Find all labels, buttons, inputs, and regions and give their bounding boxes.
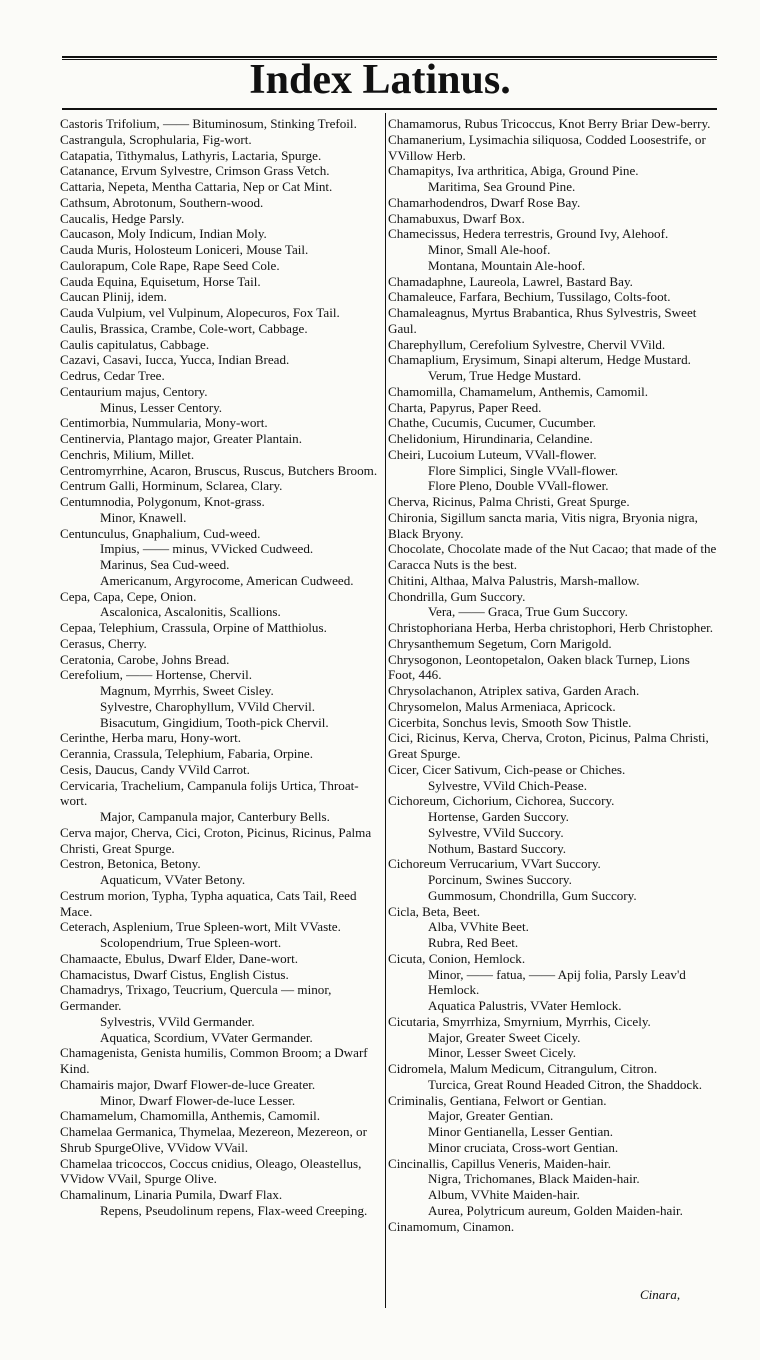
index-entry: Charta, Papyrus, Paper Reed. (388, 399, 542, 415)
index-entry: Chelidonium, Hirundinaria, Celandine. (388, 431, 593, 446)
title-rule (62, 108, 717, 110)
index-entry: Cauda Muris, Holosteum Loniceri, Mouse Tail. (60, 242, 309, 257)
catchword: Cinara, (640, 1287, 681, 1302)
index-entry: Bisacutum, Gingidium, Tooth-pick Chervil. (100, 714, 329, 730)
index-entry: Ceterach, Asplenium, True Spleen-wort, Milt VVaste. (60, 919, 341, 935)
index-entry: Centinervia, Plantago major, Greater Plantain. (60, 431, 302, 446)
index-entry: Cervicaria, Trachelium, Campanula folijs Urtica, Throat-wort. (60, 777, 359, 809)
index-entry: Porcinum, Swines Succory. (428, 872, 572, 887)
index-entry: Chironia, Sigillum sancta maria, Vitis nigra, Bryonia nigra, Black Bryony. (388, 509, 698, 541)
index-entry: Cepa, Capa, Cepe, Onion. (60, 588, 197, 604)
index-entry: Castoris Trifolium, —— Bituminosum, Stinking Trefoil. (60, 116, 357, 131)
index-entry: Cichoreum Verrucarium, VVart Succory. (388, 856, 601, 872)
index-entry: Chamaleagnus, Myrtus Brabantica, Rhus Sylvestris, Sweet Gaul. (388, 305, 697, 336)
index-entry: Ascalonica, Ascalonitis, Scallions. (100, 604, 281, 620)
index-entry: Cesis, Daucus, Candy VVild Carrot. (60, 761, 250, 777)
column-divider (385, 113, 386, 1308)
index-entry: Aurea, Polytricum aureum, Golden Maiden-hair. (428, 1202, 683, 1218)
index-entry: Marinus, Sea Cud-weed. (100, 557, 230, 572)
index-entry: Cheiri, Lucoium Luteum, VVall-flower. (388, 446, 597, 462)
index-entry: Cidromela, Malum Medicum, Citrangulum, Citron. (388, 1061, 658, 1076)
index-entry: Turcica, Great Round Headed Citron, the Shaddock. (428, 1076, 703, 1092)
index-entry: Flore Simplici, Single VVall-flower. (428, 462, 618, 478)
index-entry: Cichoreum, Cichorium, Cichorea, Succory. (388, 793, 615, 809)
index-entry: Minor, Small Ale-hoof. (428, 242, 551, 257)
page-title: Index Latinus. (249, 57, 511, 103)
index-entry: Cerva major, Cherva, Cici, Croton, Picinus, Ricinus, Palma Christi, Great Spurge. (60, 824, 372, 856)
index-entry: Chamairis major, Dwarf Flower-de-luce Greater. (60, 1076, 316, 1092)
index-entry: Centumnodia, Polygonum, Knot-grass. (60, 494, 265, 509)
index-entry: Minor, Dwarf Flower-de-luce Lesser. (100, 1092, 296, 1108)
index-entry: Chamabuxus, Dwarf Box. (388, 210, 525, 226)
index-entry: Castrangula, Scrophularia, Fig-wort. (60, 131, 252, 147)
index-entry: Cerasus, Cherry. (60, 635, 147, 651)
index-entry: Chrysogonon, Leontopetalon, Oaken black Turnep, Lions Foot, 446. (388, 651, 690, 683)
index-entry: Caulis, Brassica, Crambe, Cole-wort, Cabbage. (60, 320, 308, 336)
index-entry: Chamaplium, Erysimum, Sinapi alterum, Hedge Mustard. (388, 352, 691, 368)
index-entry: Scolopendrium, True Spleen-wort. (100, 935, 282, 950)
index-entry: Cedrus, Cedar Tree. (60, 368, 165, 383)
index-entry: Minus, Lesser Centory. (100, 399, 223, 415)
index-entry: Cauda Vulpium, vel Vulpinum, Alopecuros, Fox Tail. (60, 305, 340, 320)
index-entry: Cerinthe, Herba maru, Hony-wort. (60, 730, 242, 746)
index-entry: Cinamomum, Cinamon. (388, 1218, 515, 1234)
index-entry: Cerefolium, —— Hortense, Chervil. (60, 667, 253, 683)
index-entry: Chrysomelon, Malus Armeniaca, Apricock. (388, 698, 616, 714)
index-entry: Americanum, Argyrocome, American Cudweed. (100, 572, 354, 588)
index-entry: Nothum, Bastard Succory. (428, 840, 567, 856)
index-entry: Alba, VVhite Beet. (428, 919, 529, 935)
index-entry: Chondrilla, Gum Succory. (388, 588, 526, 604)
index-entry: Chamarhodendros, Dwarf Rose Bay. (388, 194, 581, 210)
index-entry: Hortense, Garden Succory. (428, 809, 569, 824)
index-entry: Centunculus, Gnaphalium, Cud-weed. (60, 525, 261, 541)
index-entry: Chitini, Althaa, Malva Palustris, Marsh-mallow. (388, 572, 640, 588)
index-entry: Cauda Equina, Equisetum, Horse Tail. (60, 273, 261, 289)
index-entry: Rubra, Red Beet. (428, 935, 519, 950)
index-entry: Cici, Ricinus, Kerva, Cherva, Croton, Picinus, Palma Christi, Great Spurge. (388, 730, 709, 761)
index-entry: Gummosum, Chondrilla, Gum Succory. (428, 887, 637, 903)
index-entry: Impius, —— minus, VVicked Cudweed. (100, 541, 314, 557)
index-entry: Cepaa, Telephium, Crassula, Orpine of Matthiolus. (60, 620, 327, 635)
index-entry: Chamelaa tricoccos, Coccus cnidius, Oleago, Oleastellus, VVidow VVail, Spurge Olive. (60, 1155, 362, 1187)
index-entry: Chrysanthemum Segetum, Corn Marigold. (388, 635, 612, 651)
index-entry: Cattaria, Nepeta, Mentha Cattaria, Nep or Cat Mint. (60, 179, 333, 194)
index-entry: Cherva, Ricinus, Palma Christi, Great Spurge. (388, 494, 630, 509)
index-entry: Caucalis, Hedge Parsly. (60, 210, 185, 226)
index-entry: Chamadrys, Trixago, Teucrium, Quercula — minor, Germander. (60, 982, 332, 1013)
index-entry: Cathsum, Abrotonum, Southern-wood. (60, 194, 264, 210)
index-entry: Sylvestre, VVild Succory. (428, 824, 564, 840)
index-entry: Cicla, Beta, Beet. (388, 903, 480, 919)
left-column (60, 116, 378, 1219)
index-entry: Caulorapum, Cole Rape, Rape Seed Cole. (60, 257, 280, 273)
index-entry: Chamamorus, Rubus Tricoccus, Knot Berry Briar Dew-berry. (388, 116, 711, 131)
right-column (388, 116, 718, 1234)
index-entry: Chamecissus, Hedera terrestris, Ground Ivy, Alehoof. (388, 226, 669, 242)
index-entry: Montana, Mountain Ale-hoof. (428, 257, 586, 273)
index-entry: Cicer, Cicer Sativum, Cich-pease or Chiches. (388, 761, 626, 777)
index-entry: Cenchris, Milium, Millet. (60, 446, 195, 462)
index-entry: Chamanerium, Lysimachia siliquosa, Codded Loosestrife, or VVillow Herb. (388, 131, 706, 163)
index-entry: Album, VVhite Maiden-hair. (428, 1187, 580, 1202)
index-entry: Major, Greater Sweet Cicely. (428, 1029, 581, 1045)
index-entry: Major, Campanula major, Canterbury Bells. (100, 809, 330, 824)
index-entry: Criminalis, Gentiana, Felwort or Gentian. (388, 1092, 607, 1108)
index-entry: Chamagenista, Genista humilis, Common Broom; a Dwarf Kind. (60, 1045, 368, 1076)
index-entry: Magnum, Myrrhis, Sweet Cisley. (100, 683, 274, 698)
index-entry: Cerannia, Crassula, Telephium, Fabaria, Orpine. (60, 746, 314, 761)
index-entry: Centromyrrhine, Acaron, Bruscus, Ruscus, Butchers Broom. (60, 462, 378, 478)
index-entry: Nigra, Trichomanes, Black Maiden-hair. (428, 1171, 640, 1187)
index-entry: Sylvestre, Charophyllum, VVild Chervil. (100, 698, 316, 714)
index-entry: Charephyllum, Cerefolium Sylvestre, Chervil VVild. (388, 336, 666, 352)
index-entry: Cicuta, Conion, Hemlock. (388, 950, 526, 966)
index-entry: Chamalinum, Linaria Pumila, Dwarf Flax. (60, 1187, 283, 1202)
index-entry: Minor Gentianella, Lesser Gentian. (428, 1124, 614, 1139)
index-entry: Cestrum morion, Typha, Typha aquatica, Cats Tail, Reed Mace. (60, 887, 357, 919)
index-entry: Chamaacte, Ebulus, Dwarf Elder, Dane-wort. (60, 950, 298, 966)
index-entry: Centimorbia, Nummularia, Mony-wort. (60, 415, 268, 431)
index-entry: Cicutaria, Smyrrhiza, Smyrnium, Myrrhis, Cicely. (388, 1013, 651, 1029)
index-entry: Christophoriana Herba, Herba christophori, Herb Christopher. (388, 620, 714, 635)
index-entry: Minor, —— fatua, —— Apij folia, Parsly Leav'd Hemlock. (428, 966, 686, 998)
index-entry: Ceratonia, Carobe, Johns Bread. (60, 651, 230, 667)
index-entry: Sylvestris, VVild Germander. (100, 1013, 255, 1029)
index-entry: Aquatica, Scordium, VVater Germander. (100, 1029, 313, 1045)
index-entry: Centaurium majus, Centory. (60, 383, 208, 399)
index-entry: Sylvestre, VVild Chich-Pease. (428, 777, 587, 793)
index-entry: Minor cruciata, Cross-wort Gentian. (428, 1139, 619, 1155)
index-entry: Cincinallis, Capillus Veneris, Maiden-hair. (388, 1155, 612, 1171)
index-entry: Chamelaa Germanica, Thymelaa, Mezereon, Mezereon, or Shrub SpurgeOlive, VVidow VVail. (60, 1124, 367, 1155)
index-entry: Chrysolachanon, Atriplex sativa, Garden Arach. (388, 683, 640, 698)
index-entry: Aquatica Palustris, VVater Hemlock. (428, 998, 622, 1013)
index-entry: Caucan Plinij, idem. (60, 289, 167, 305)
index-entry: Chamacistus, Dwarf Cistus, English Cistus. (60, 966, 289, 982)
index-entry: Caucason, Moly Indicum, Indian Moly. (60, 226, 267, 242)
index-entry: Chamamelum, Chamomilla, Anthemis, Camomil. (60, 1108, 321, 1124)
index-entry: Cestron, Betonica, Betony. (60, 856, 201, 872)
index-entry: Maritima, Sea Ground Pine. (428, 179, 576, 194)
index-entry: Catanance, Ervum Sylvestre, Crimson Grass Vetch. (60, 163, 330, 179)
index-entry: Caulis capitulatus, Cabbage. (60, 336, 210, 352)
index-entry: Chamomilla, Chamamelum, Anthemis, Camomil. (388, 383, 649, 399)
index-entry: Major, Greater Gentian. (428, 1108, 554, 1124)
index-entry: Cazavi, Casavi, Iucca, Yucca, Indian Bread. (60, 352, 290, 368)
index-entry: Catapatia, Tithymalus, Lathyris, Lactaria, Spurge. (60, 147, 322, 163)
index-entry: Centrum Galli, Horminum, Sclarea, Clary. (60, 478, 283, 494)
index-entry: Chocolate, Chocolate made of the Nut Cacao; that made of the Caracca Nuts is the best. (388, 541, 717, 572)
index-entry: Minor, Knawell. (100, 509, 187, 525)
index-entry: Cicerbita, Sonchus levis, Smooth Sow Thistle. (388, 714, 632, 730)
index-entry: Aquaticum, VVater Betony. (100, 872, 246, 887)
index-entry: Flore Pleno, Double VVall-flower. (428, 478, 609, 494)
index-entry: Vera, —— Graca, True Gum Succory. (428, 604, 628, 620)
index-entry: Chathe, Cucumis, Cucumer, Cucumber. (388, 415, 596, 431)
index-entry: Chamapitys, Iva arthritica, Abiga, Ground Pine. (388, 163, 639, 179)
index-entry: Repens, Pseudolinum repens, Flax-weed Creeping. (100, 1202, 368, 1218)
index-entry: Verum, True Hedge Mustard. (428, 368, 582, 383)
index-entry: Chamaleuce, Farfara, Bechium, Tussilago, Colts-foot. (388, 289, 671, 305)
index-entry: Minor, Lesser Sweet Cicely. (428, 1045, 577, 1061)
index-entry: Chamadaphne, Laureola, Lawrel, Bastard Bay. (388, 273, 633, 289)
